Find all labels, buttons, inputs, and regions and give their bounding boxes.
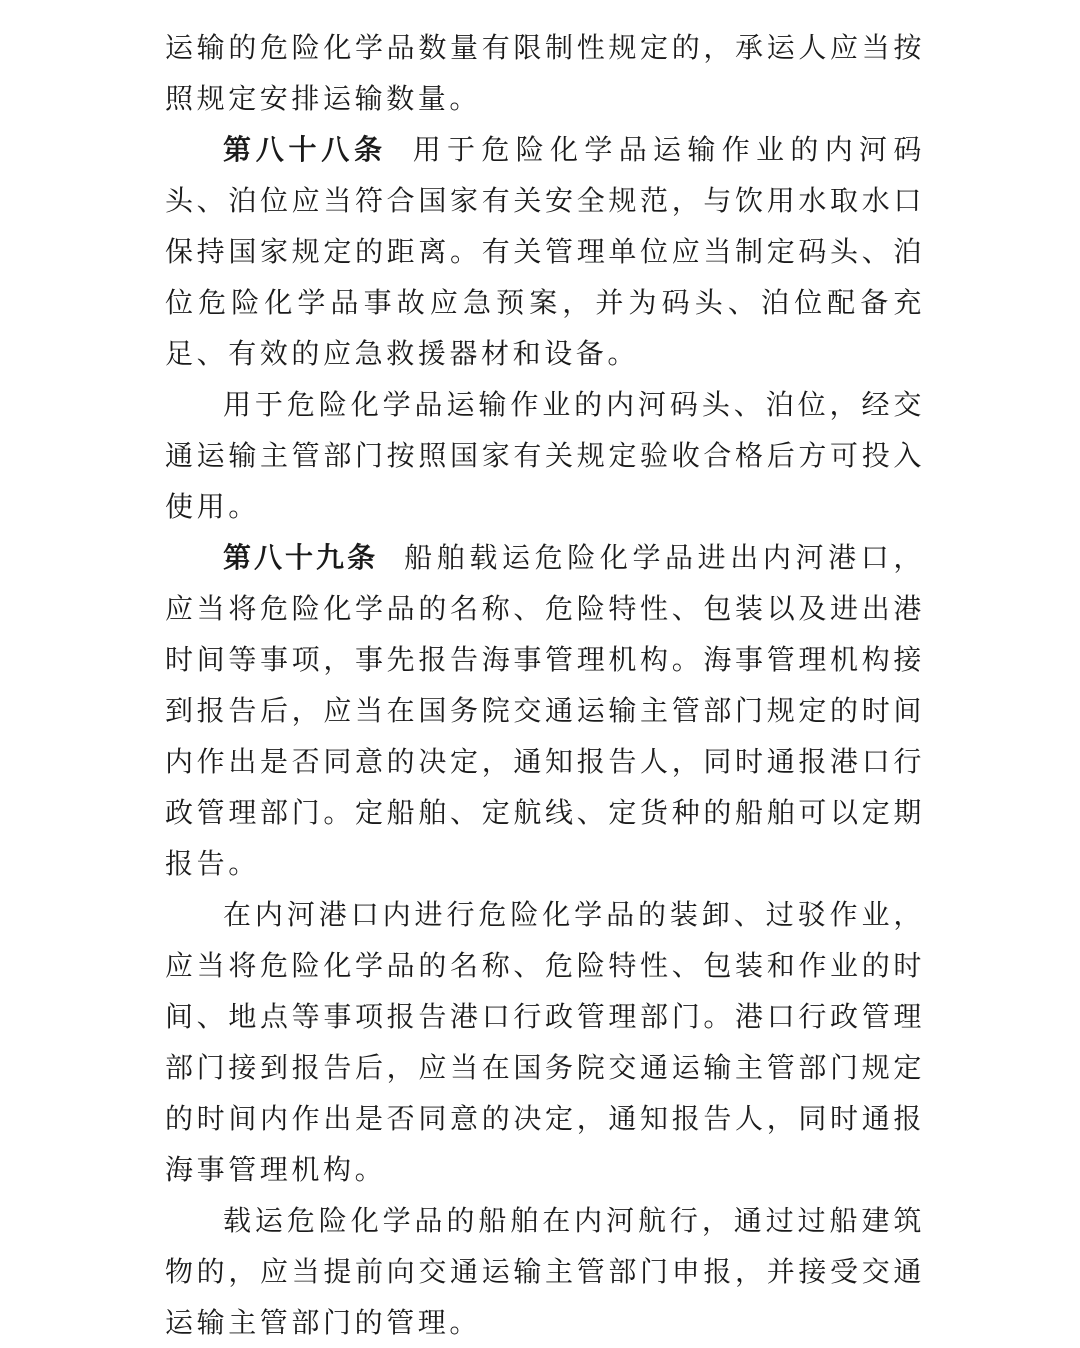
paragraph-continuation [165, 22, 925, 124]
paragraph-text: 载运危险化学品的船舶在内河航行，通过过船建筑物的，应当提前向交通运输主管部门申报，并接受交通运输主管部门的管理。 [165, 1204, 925, 1339]
paragraph-text: 船舶载运危险化学品进出内河港口，应当将危险化学品的名称、危险特性、包装以及进出港时间等事项，事先报告海事管理机构。海事管理机构接到报告后，应当在国务院交通运输主管部门规定的时间内作出是否同意的决定，通知报告人，同时通报港口行政管理部门。定船舶、定航线、定货种的船舶可以定期报告。 [165, 541, 925, 880]
document-page [165, 22, 925, 1348]
article-89 [165, 532, 925, 889]
paragraph-text: 运输的危险化学品数量有限制性规定的，承运人应当按照规定安排运输数量。 [165, 31, 925, 115]
article-89-clause-3 [165, 1195, 925, 1348]
article-88 [165, 124, 925, 379]
paragraph-text: 用于危险化学品运输作业的内河码头、泊位应当符合国家有关安全规范，与饮用水取水口保持国家规定的距离。有关管理单位应当制定码头、泊位危险化学品事故应急预案，并为码头、泊位配备充足、有效的应急救援器材和设备。 [165, 133, 925, 370]
article-88-clause-2 [165, 379, 925, 532]
paragraph-text: 在内河港口内进行危险化学品的装卸、过驳作业，应当将危险化学品的名称、危险特性、包装和作业的时间、地点等事项报告港口行政管理部门。港口行政管理部门接到报告后，应当在国务院交通运输主管部门规定的时间内作出是否同意的决定，通知报告人，同时通报海事管理机构。 [165, 898, 925, 1186]
article-number: 第八十九条 [223, 541, 379, 574]
article-number: 第八十八条 [223, 133, 387, 166]
paragraph-text: 用于危险化学品运输作业的内河码头、泊位，经交通运输主管部门按照国家有关规定验收合格后方可投入使用。 [165, 388, 925, 523]
article-89-clause-2 [165, 889, 925, 1195]
